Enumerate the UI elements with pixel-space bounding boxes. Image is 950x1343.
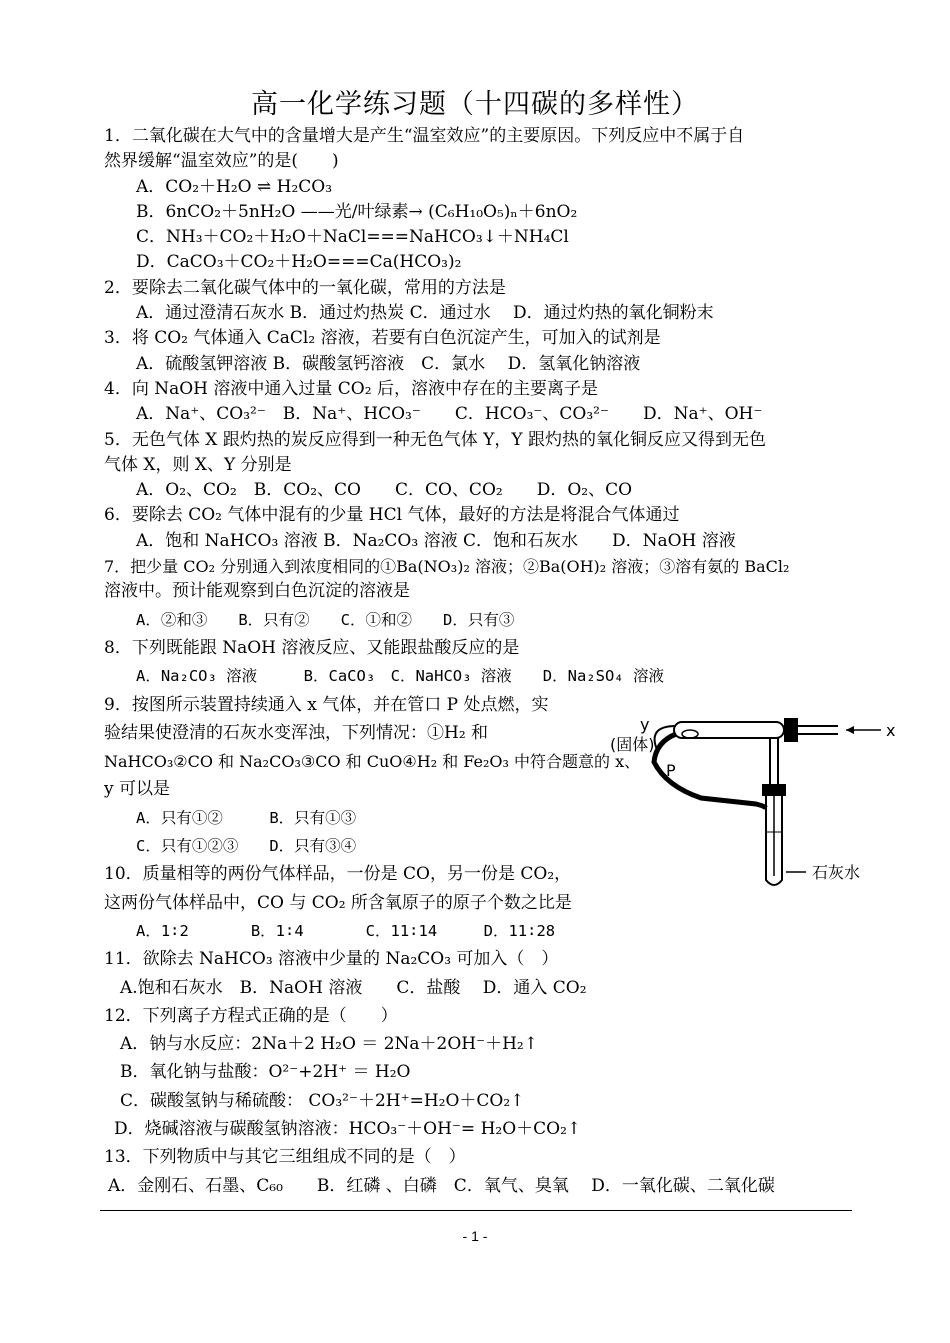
q5-stem: 5．无色气体 X 跟灼热的炭反应得到一种无色气体 Y，Y 跟灼热的氧化铜反应又得到无色 bbox=[104, 429, 766, 450]
q2-options: A．通过澄清石灰水 B．通过灼热炭 C．通过水 D．通过灼热的氧化铜粉末 bbox=[136, 303, 714, 324]
q1-option-b: B．6nCO₂＋5nH₂O ——光/叶绿素→ (C₆H₁₀O₅)ₙ＋6nO₂ bbox=[136, 201, 578, 222]
q10-stem: 10．质量相等的两份气体样品，一份是 CO，另一份是 CO₂， bbox=[104, 864, 572, 885]
q1-stem: 1．二氧化碳在大气中的含量增大是产生“温室效应”的主要原因。下列反应中不属于自 bbox=[104, 126, 745, 146]
right-stopper bbox=[784, 718, 798, 742]
q8-options: A．Na₂CO₃ 溶液 B．CaCO₃ C．NaHCO₃ 溶液 D．Na₂SO₄ 溶液 bbox=[136, 667, 664, 686]
q3-options: A．硫酸氢钾溶液 B．碳酸氢钙溶液 C．氯水 D．氢氧化钠溶液 bbox=[136, 353, 641, 374]
q1-option-c: C．NH₃＋CO₂＋H₂O＋NaCl===NaHCO₃↓＋NH₄Cl bbox=[136, 227, 569, 248]
q13-options: A．金刚石、石墨、C₆₀ B．红磷 、白磷 C．氧气、臭氧 D．一氧化碳、二氧化碳 bbox=[108, 1175, 775, 1196]
q7-stem: 7．把少量 CO₂ 分别通入到浓度相同的①Ba(NO₃)₂ 溶液；②Ba(OH)₂ 溶液；③溶有氨的 BaCl₂ bbox=[104, 557, 790, 577]
q12-stem: 12．下列离子方程式正确的是（ ） bbox=[104, 1005, 398, 1026]
solid-sample bbox=[682, 730, 698, 738]
q9-stem-cont2: NaHCO₃②CO 和 Na₂CO₃③CO 和 CuO④H₂ 和 Fe₂O₃ 中符合题意的 x、 bbox=[104, 752, 641, 772]
label-x: x bbox=[886, 721, 896, 740]
q10-options: A．1∶2 B．1∶4 C．11∶14 D．11∶28 bbox=[136, 921, 556, 940]
question-body bbox=[104, 124, 856, 1199]
test-tube-stopper bbox=[762, 784, 786, 796]
x-arrowhead bbox=[846, 726, 854, 734]
q11-stem: 11．欲除去 NaHCO₃ 溶液中少量的 Na₂CO₃ 可加入（ ） bbox=[104, 949, 559, 970]
q4-options: A．Na⁺、CO₃²⁻ B．Na⁺、HCO₃⁻ C．HCO₃⁻、CO₃²⁻ D．Na⁺、OH⁻ bbox=[136, 404, 763, 425]
q13-stem: 13．下列物质中与其它三组组成不同的是（ ） bbox=[104, 1147, 466, 1168]
q5-stem-cont: 气体 X，则 X、Y 分别是 bbox=[104, 454, 292, 475]
footer-rule bbox=[100, 1210, 852, 1211]
q9-options-cd: C．只有①②③ D．只有③④ bbox=[136, 837, 357, 856]
label-p: P bbox=[666, 761, 676, 780]
page-number: - 1 - bbox=[462, 1228, 488, 1244]
q11-options: A.饱和石灰水 B．NaOH 溶液 C．盐酸 D．通入 CO₂ bbox=[120, 977, 587, 998]
q9-stem-cont3: y 可以是 bbox=[104, 779, 171, 800]
q7-options: A．②和③ B．只有② C．①和② D．只有③ bbox=[136, 610, 515, 629]
label-y: y bbox=[640, 715, 650, 734]
q10-stem-cont: 这两份气体样品中，CO 与 CO₂ 所含氧原子的原子个数之比是 bbox=[104, 892, 572, 913]
q9-stem-cont: 验结果使澄清的石灰水变浑浊，下列情况：①H₂ 和 bbox=[104, 722, 489, 743]
q3-stem: 3．将 CO₂ 气体通入 CaCl₂ 溶液，若要有白色沉淀产生，可加入的试剂是 bbox=[104, 328, 661, 349]
page-title: 高一化学练习题（十四碳的多样性） bbox=[251, 89, 699, 120]
apparatus-diagram bbox=[606, 712, 906, 897]
q1-option-a: A．CO₂＋H₂O ⇌ H₂CO₃ bbox=[136, 176, 333, 197]
q12-option-d: D．烧碱溶液与碳酸氢钠溶液：HCO₃⁻＋OH⁻= H₂O＋CO₂↑ bbox=[114, 1118, 582, 1139]
q12-option-c: C．碳酸氢钠与稀硫酸： CO₃²⁻＋2H⁺=H₂O＋CO₂↑ bbox=[120, 1090, 525, 1111]
q1-stem-cont: 然界缓解“温室效应”的是( ) bbox=[104, 151, 339, 172]
label-limewater: 石灰水 bbox=[812, 863, 861, 882]
q4-stem: 4．向 NaOH 溶液中通入过量 CO₂ 后，溶液中存在的主要离子是 bbox=[104, 378, 598, 399]
q9-options-ab: A．只有①② B．只有①③ bbox=[136, 808, 357, 827]
q5-options: A．O₂、CO₂ B．CO₂、CO C．CO、CO₂ D．O₂、CO bbox=[136, 480, 633, 501]
q12-option-b: B．氧化钠与盐酸：O²⁻+2H⁺ ＝ H₂O bbox=[120, 1062, 411, 1083]
q6-stem: 6．要除去 CO₂ 气体中混有的少量 HCl 气体，最好的方法是将混合气体通过 bbox=[104, 505, 680, 526]
q8-stem: 8．下列既能跟 NaOH 溶液反应、又能跟盐酸反应的是 bbox=[104, 637, 520, 658]
q2-stem: 2．要除去二氧化碳气体中的一氧化碳，常用的方法是 bbox=[104, 277, 506, 298]
label-solid: (固体) bbox=[610, 735, 655, 754]
q9-stem: 9．按图所示装置持续通入 x 气体，并在管口 P 处点燃，实 bbox=[104, 694, 549, 715]
q6-options: A．饱和 NaHCO₃ 溶液 B．Na₂CO₃ 溶液 C．饱和石灰水 D．NaOH 溶液 bbox=[136, 530, 736, 551]
q7-stem-cont: 溶液中。预计能观察到白色沉淀的溶液是 bbox=[104, 581, 410, 602]
q12-option-a: A．钠与水反应：2Na＋2 H₂O ＝ 2Na＋2OH⁻＋H₂↑ bbox=[120, 1034, 538, 1055]
q1-option-d: D．CaCO₃＋CO₂＋H₂O===Ca(HCO₃)₂ bbox=[136, 252, 462, 273]
